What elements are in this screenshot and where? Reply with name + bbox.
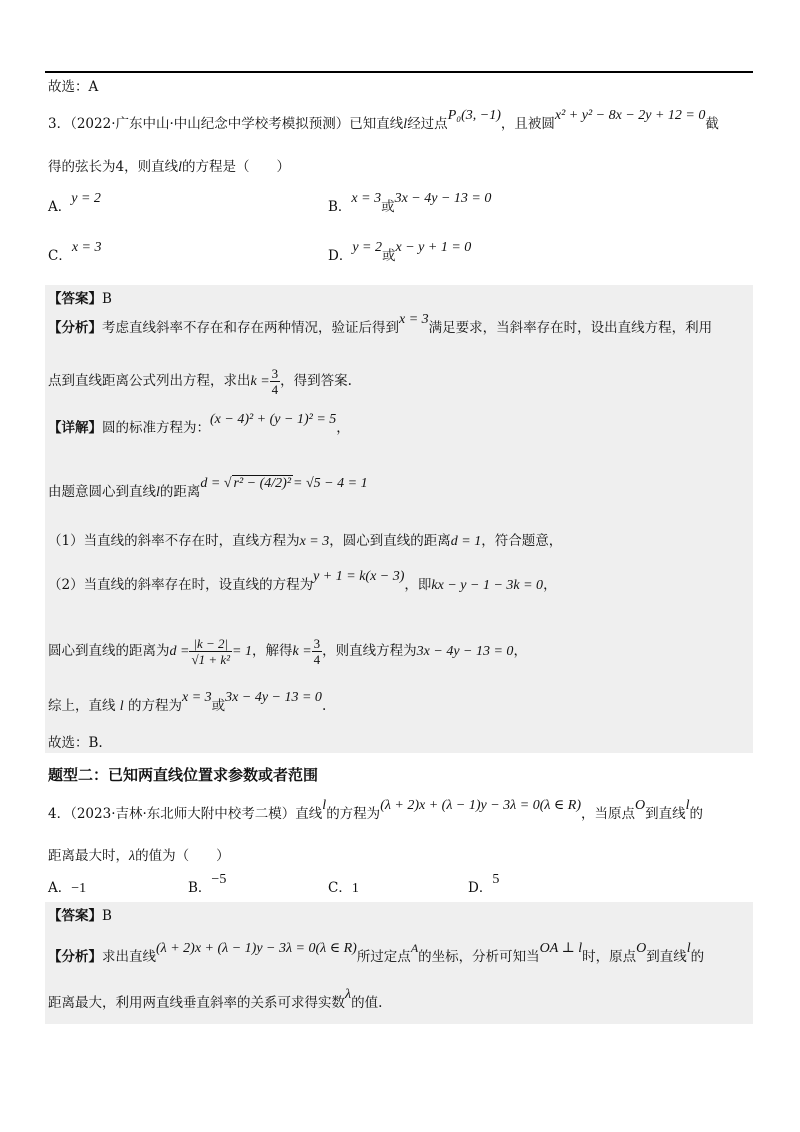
q4-answer: 【答案】B [48, 908, 112, 924]
q3-detail-line1: 【详解】圆的标准方程为：(x − 4)² + (y − 1)² = 5， [48, 412, 350, 436]
q4-option-a: A．−1 [48, 880, 87, 896]
q3-detail-line2: 由题意圆心到直线l的距离d = √ r² − (4/2)² = √5 − 4 = 1 [48, 476, 368, 500]
point-p0: P₀(3, −1) [447, 108, 501, 123]
q3-analysis-line1: 【分析】考虑直线斜率不存在和存在两种情况，验证后得到x = 3满足要求，当斜率存在时，设出直线方程，利用 [48, 312, 713, 336]
q3-option-a: A．y = 2 [48, 191, 101, 215]
line-equation: (λ + 2)x + (λ − 1)y − 3λ = 0(λ ∈ R) [380, 798, 581, 813]
q4-number: 4． [48, 806, 71, 822]
q4-stem-line1: 4．（2023·吉林·东北师大附中校考二模）直线l的方程为(λ + 2)x + (λ − 1)y − 3λ = 0(λ ∈ R)，当原点O到直线l的 [48, 798, 704, 822]
q3-stem-line1: 3．（2022·广东中山·中山纪念中学校考模拟预测）已知直线l经过点P₀(3, −1)，且被圆x² + y² − 8x − 2y + 12 = 0截 [48, 108, 719, 132]
section-title: 题型二：已知两直线位置求参数或者范围 [48, 766, 319, 784]
q3-analysis-line2: 点到直线距离公式列出方程，求出k = $\frac{3}{4}$ ，得到答案. [48, 366, 352, 397]
q3-case1: （1）当直线的斜率不存在时，直线方程为x = 3，圆心到直线的距离d = 1，符合题意， [48, 533, 563, 549]
circle-equation: x² + y² − 8x − 2y + 12 = 0 [554, 108, 706, 123]
q3-option-b: B．x = 3或3x − 4y − 13 = 0 [328, 191, 492, 215]
q3-number: 3． [48, 116, 71, 132]
q4-analysis-line2: 距离最大，利用两直线垂直斜率的关系可求得实数λ的值. [48, 987, 383, 1011]
q4-stem-line2: 距离最大时，λ的值为（ ） [48, 848, 230, 864]
q3-stem-line2: 得的弦长为4，则直线l的方程是（ ） [48, 159, 290, 175]
q3-answer: 【答案】B [48, 291, 112, 307]
q3-solution-panel [45, 285, 753, 753]
fraction-distance: $\frac{|k - 2|}{\text{√1 + k²}}$ [191, 636, 231, 667]
q3-case2: （2）当直线的斜率存在时，设直线的方程为y + 1 = k(x − 3)，即kx − y − 1 − 3k = 0， [48, 569, 557, 593]
standard-circle-eq: (x − 4)² + (y − 1)² = 5 [210, 412, 337, 427]
var-l: l [403, 117, 408, 132]
q3-distance: 圆心到直线的距离为d = $\frac{|k - 2|}{\text{√1 + k²}}$ = 1，解得k = $\frac{3}{4}$ ，则直线方程为3x − 4y − 13 = 0， [48, 636, 527, 667]
q4-option-c: C．1 [328, 880, 359, 896]
prev-answer: 故选：A [48, 79, 99, 95]
q4-option-b: B．−5 [188, 872, 227, 896]
q3-source: （2022·广东中山·中山纪念中学校考模拟预测） [70, 116, 350, 132]
header-rule [45, 71, 753, 73]
q3-final: 故选：B. [48, 735, 103, 751]
q4-source: （2023·吉林·东北师大附中校考二模） [70, 806, 296, 822]
fraction-3-4: $\frac{3}{4}$ [271, 366, 279, 397]
q3-summary: 综上，直线 l 的方程为x = 3或3x − 4y − 13 = 0. [48, 690, 327, 714]
q4-analysis-line1: 【分析】求出直线(λ + 2)x + (λ − 1)y − 3λ = 0(λ ∈ R)所过定点A的坐标，分析可知当OA ⊥ l时，原点O到直线l的 [48, 941, 705, 965]
q3-option-c: C．x = 3 [48, 240, 102, 264]
q4-option-d: D．5 [468, 872, 500, 896]
q3-option-d: D．y = 2或x − y + 1 = 0 [328, 240, 472, 264]
